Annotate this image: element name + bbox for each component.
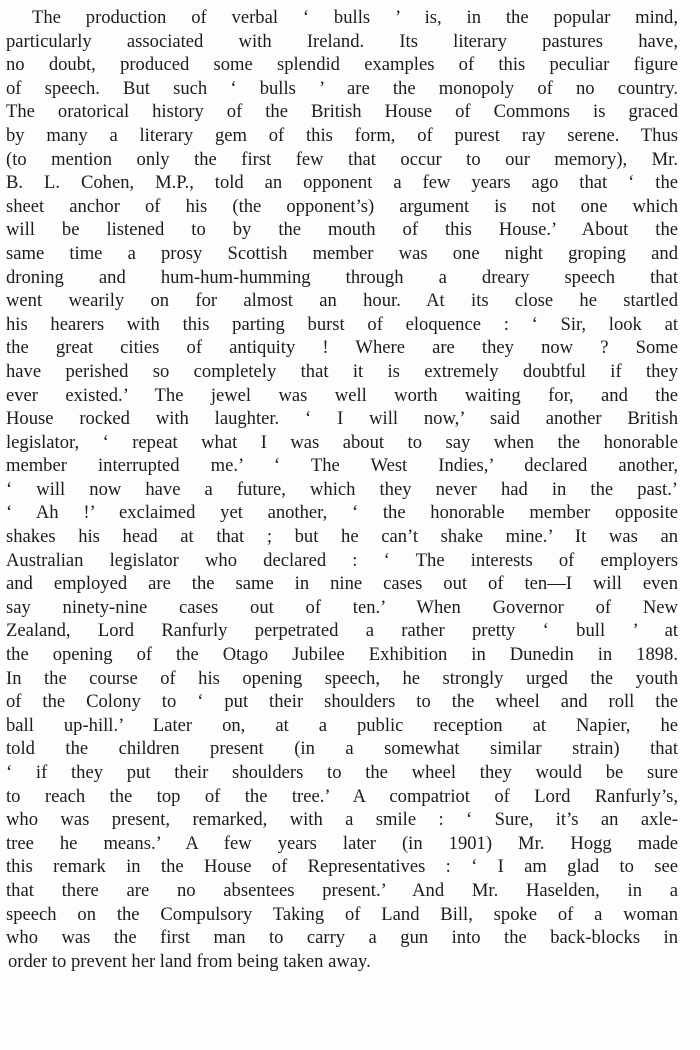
text-line: The oratorical history of the British House of Commons is graced	[6, 101, 678, 123]
text-line: House rocked with laughter. ‘ I will now,’ said another British	[6, 408, 678, 430]
text-line: the opening of the Otago Jubilee Exhibition in Dunedin in 1898.	[6, 644, 678, 666]
text-line: (to mention only the first few that occur to our memory), Mr.	[6, 148, 678, 170]
text-line: no doubt, produced some splendid examples of this peculiar figure	[6, 54, 678, 76]
text-line: the great cities of antiquity ! Where are they now ? Some	[6, 337, 678, 359]
text-line: have perished so completely that it is extremely doubtful if they	[6, 360, 678, 382]
text-line: ever existed.’ The jewel was well worth waiting for, and the	[6, 384, 678, 406]
text-line: ‘ Ah !’ exclaimed yet another, ‘ the honorable member opposite	[6, 502, 678, 524]
text-line: legislator, ‘ repeat what I was about to say when the honorable	[6, 431, 678, 453]
text-line: that there are no absentees present.’ And Mr. Haselden, in a	[6, 879, 678, 901]
text-line: member interrupted me.’ ‘ The West Indies,’ declared another,	[6, 455, 678, 477]
text-line: B. L. Cohen, M.P., told an opponent a few years ago that ‘ the	[6, 172, 678, 194]
text-line: shakes his head at that ; but he can’t shake mine.’ It was an	[6, 526, 678, 548]
text-line: Zealand, Lord Ranfurly perpetrated a rather pretty ‘ bull ’ at	[6, 620, 678, 642]
text-line: Australian legislator who declared : ‘ The interests of employers	[6, 549, 678, 571]
text-line: sheet anchor of his (the opponent’s) argument is not one which	[6, 195, 678, 217]
text-line: who was the first man to carry a gun into the back-blocks in	[6, 927, 678, 949]
text-line: same time a prosy Scottish member was one night groping and	[6, 242, 678, 264]
text-line: say ninety-nine cases out of ten.’ When Governor of New	[6, 596, 678, 618]
text-line: ball up-hill.’ Later on, at a public reception at Napier, he	[6, 714, 678, 736]
text-line: will be listened to by the mouth of this House.’ About the	[6, 219, 678, 241]
text-line: this remark in the House of Representatives : ‘ I am glad to see	[6, 856, 678, 878]
text-line: of the Colony to ‘ put their shoulders to the wheel and roll the	[6, 691, 678, 713]
text-line: told the children present (in a somewhat similar strain) that	[6, 738, 678, 760]
text-line: ‘ if they put their shoulders to the wheel they would be sure	[6, 762, 678, 783]
text-line: went wearily on for almost an hour. At its close he startled	[6, 290, 678, 312]
text-line: and employed are the same in nine cases out of ten—I will even	[6, 573, 678, 595]
text-line: tree he means.’ A few years later (in 1901) Mr. Hogg made	[6, 832, 678, 854]
text-line: droning and hum-hum-humming through a dreary speech that	[6, 266, 678, 288]
text-line: The production of verbal ‘ bulls ’ is, in the popular mind,	[32, 7, 678, 28]
text-line: to reach the top of the tree.’ A compatriot of Lord Ranfurly’s,	[6, 785, 678, 807]
text-line: order to prevent her land from being taken away.	[8, 950, 371, 972]
text-line: his hearers with this parting burst of eloquence : ‘ Sir, look at	[6, 313, 678, 335]
text-line: particularly associated with Ireland. Its literary pastures have,	[6, 30, 678, 52]
text-line: who was present, remarked, with a smile : ‘ Sure, it’s an axle-	[6, 809, 678, 831]
text-line: In the course of his opening speech, he strongly urged the youth	[6, 667, 678, 689]
text-line: speech on the Compulsory Taking of Land Bill, spoke of a woman	[6, 903, 678, 925]
paragraph	[6, 6, 678, 973]
text-line: ‘ will now have a future, which they never had in the past.’	[6, 478, 678, 500]
text-line: by many a literary gem of this form, of purest ray serene. Thus	[6, 124, 678, 146]
text-line: of speech. But such ‘ bulls ’ are the monopoly of no country.	[6, 77, 678, 99]
